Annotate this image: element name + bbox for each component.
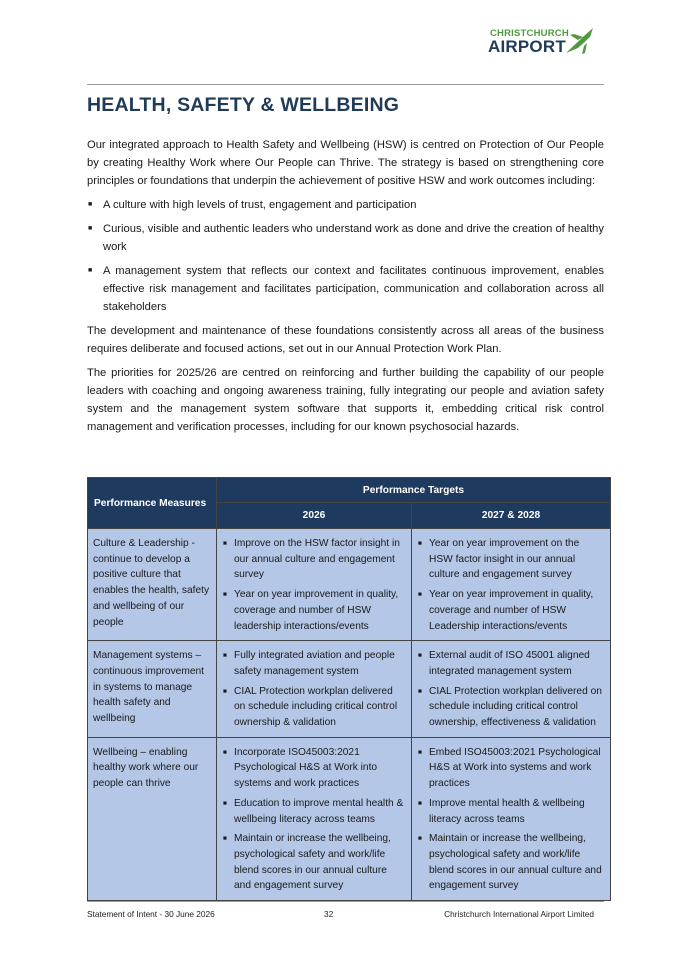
header-rule xyxy=(87,84,604,85)
list-item: ■ External audit of ISO 45001 aligned integrated management system xyxy=(418,650,590,677)
list-item: ■ Fully integrated aviation and people safety management system xyxy=(223,650,395,677)
target-2026-cell xyxy=(217,641,412,738)
table-row xyxy=(88,641,611,738)
target-2027-cell xyxy=(412,737,611,900)
logo-line1: CHRISTCHURCH xyxy=(490,28,569,39)
footer-rule xyxy=(87,901,604,902)
list-item: ■ Improve mental health & wellbeing literacy across teams xyxy=(418,797,585,825)
page-number: 32 xyxy=(324,909,334,919)
intro-paragraph: Our integrated approach to Health Safety and Wellbeing (HSW) is centred on Protection of Our People by creating Healthy Work where Our People can Thrive. The strategy is based on strengthening core principles or foundations that underpin the achievement of positive HSW and work outcomes including: xyxy=(87,139,604,187)
list-item: ■ Curious, visible and authentic leaders who understand work as done and drive the creation of healthy work xyxy=(88,223,604,253)
list-item: ■ Year on year improvement in quality, coverage and number of HSW leadership interactions/events xyxy=(223,589,399,632)
christchurch-airport-logo xyxy=(484,24,599,60)
measures-header: Performance Measures xyxy=(88,478,217,529)
kiwi-plane-icon xyxy=(564,26,596,56)
priorities-paragraph: The priorities for 2025/26 are centred on reinforcing and further building the capability of our people leaders with coaching and ongoing awareness training, fully integrating our people and aviation safety system and the management system software that supports it, embedding critical risk control management and verification processes, including for our known psychosocial hazards. xyxy=(87,367,604,433)
table-row xyxy=(88,529,611,641)
measure-cell: Management systems – continuous improvement in systems to manage health safety and wellbeing xyxy=(88,641,217,738)
list-item: ■ Year on year improvement on the HSW factor insight in our annual culture and engagement survey xyxy=(418,538,580,581)
target-2026-cell xyxy=(217,529,412,641)
development-paragraph: The development and maintenance of these foundations consistently across all areas of the business requires deliberate and focused actions, set out in our Annual Protection Work Plan. xyxy=(87,325,604,355)
target-2026-cell xyxy=(217,737,412,900)
list-item: ■ CIAL Protection workplan delivered on schedule including critical control ownership, effectiveness & validation xyxy=(418,685,602,729)
list-item: ■ A culture with high levels of trust, engagement and participation xyxy=(88,199,417,211)
list-item: ■ Incorporate ISO45003:2021 Psychological H&S at Work into systems and work practices xyxy=(223,746,378,790)
body-text xyxy=(87,136,604,442)
list-item: ■ Embed ISO45003:2021 Psychological H&S at Work into systems and work practices xyxy=(418,746,601,790)
target-2027-cell xyxy=(412,529,611,641)
list-item: ■ Maintain or increase the wellbeing, psychological safety and work/life blend scores in our annual culture and engagement survey xyxy=(223,833,391,892)
list-item: ■ CIAL Protection workplan delivered on schedule including critical control ownership & validation xyxy=(223,685,398,729)
list-item: ■ Maintain or increase the wellbeing, psychological safety and work/life blend scores in our annual culture and engagement survey xyxy=(418,833,602,892)
footer-right: Christchurch International Airport Limited xyxy=(444,909,594,919)
table-row xyxy=(88,737,611,900)
col-2026-header: 2026 xyxy=(217,503,412,529)
principles-list xyxy=(87,196,604,316)
measure-cell: Wellbeing – enabling healthy work where our people can thrive xyxy=(88,737,217,900)
col-2027-header: 2027 & 2028 xyxy=(412,503,611,529)
measure-cell: Culture & Leadership - continue to develop a positive culture that enables the health, safety and wellbeing of our people xyxy=(88,529,217,641)
page-title: HEALTH, SAFETY & WELLBEING xyxy=(87,94,400,116)
footer-left: Statement of Intent - 30 June 2026 xyxy=(87,909,215,919)
list-item: ■ A management system that reflects our context and facilitates continuous improvement, enables effective risk management and facilitates participation, communication and collaboration across all stakeholders xyxy=(88,265,604,313)
logo-line2: AIRPORT xyxy=(488,37,566,56)
list-item: ■ Improve on the HSW factor insight in our annual culture and engagement survey xyxy=(223,538,400,581)
list-item: ■ Education to improve mental health & wellbeing literacy across teams xyxy=(223,797,404,825)
list-item: ■ Year on year improvement in quality, coverage and number of HSW Leadership interactions/events xyxy=(418,589,594,632)
performance-table xyxy=(87,477,611,901)
targets-header: Performance Targets xyxy=(217,478,611,503)
target-2027-cell xyxy=(412,641,611,738)
